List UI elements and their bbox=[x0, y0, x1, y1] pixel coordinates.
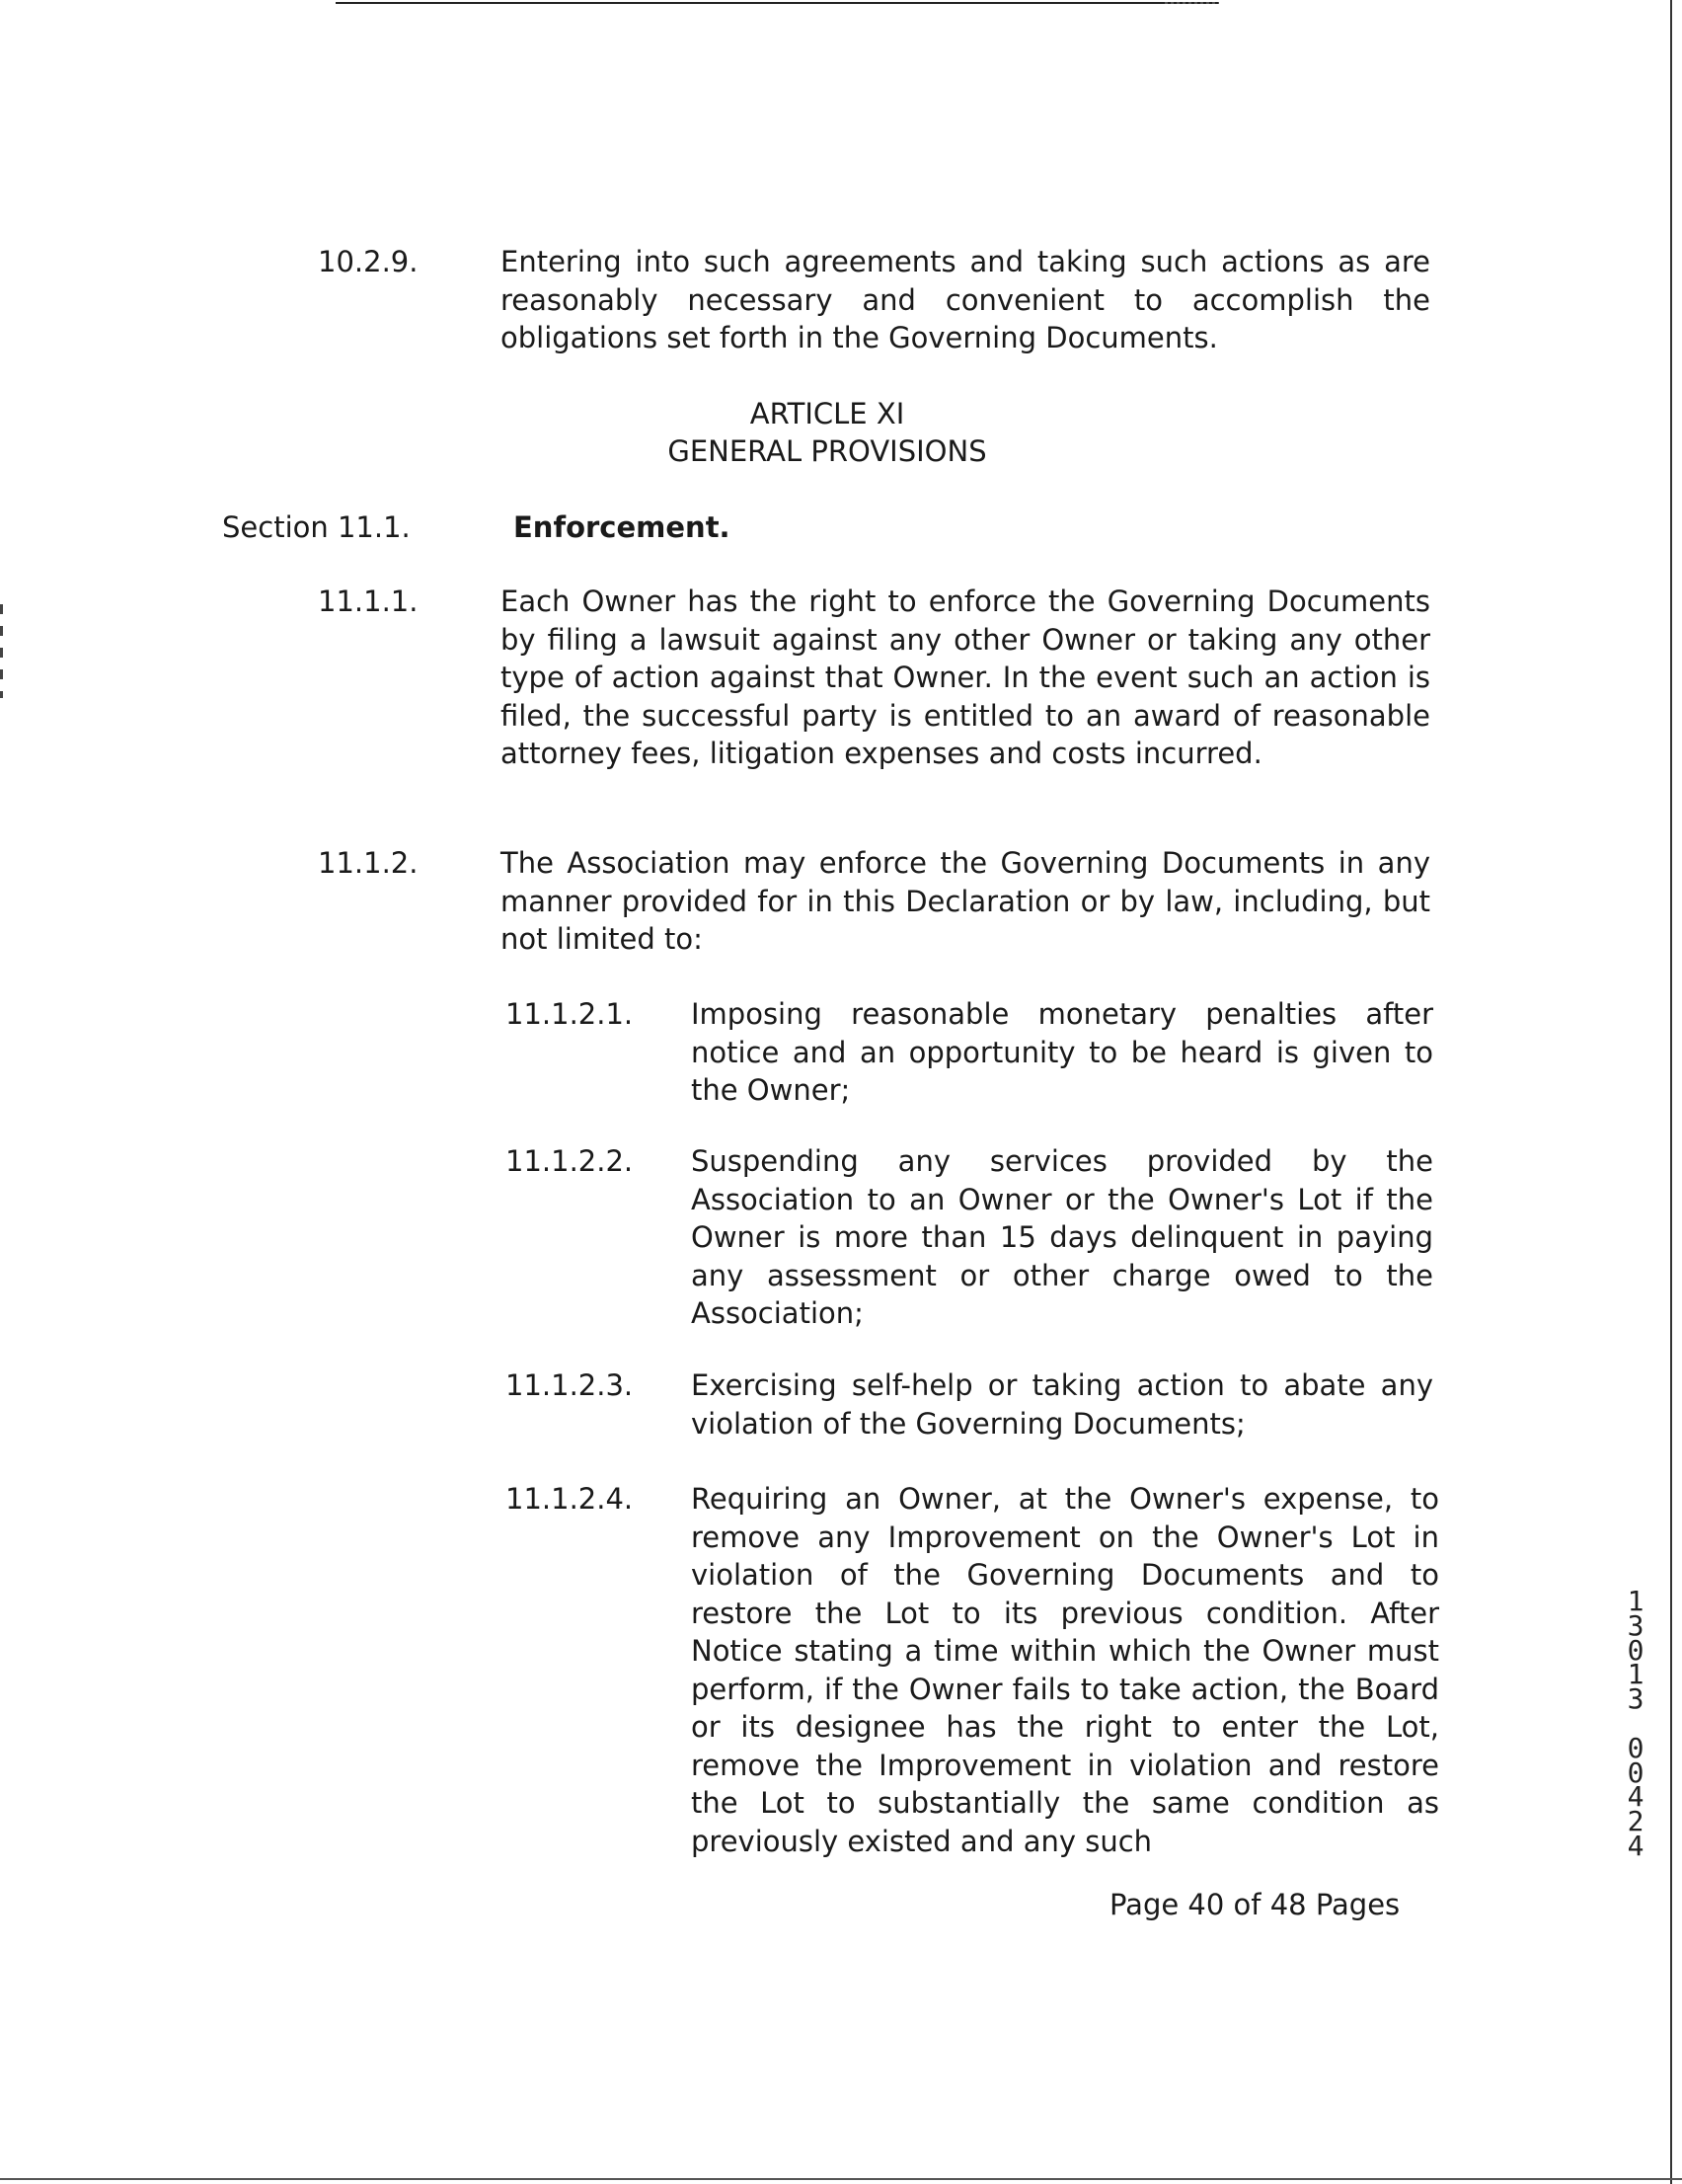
page-number-footer: Page 40 of 48 Pages bbox=[1109, 1888, 1401, 1921]
recording-number-char: 3 bbox=[1627, 1608, 1644, 1642]
item-number-11-1-2-3: 11.1.2.3. bbox=[505, 1368, 634, 1402]
item-text-11-1-2-1: Imposing reasonable monetary penalties after notice and an opportunity to be heard is given to the Owner; bbox=[691, 997, 1433, 1107]
item-number-11-1-2-1: 11.1.2.1. bbox=[505, 997, 634, 1031]
scan-bottom-rule bbox=[0, 2178, 1682, 2180]
scan-top-rule-tail bbox=[1165, 2, 1219, 4]
recording-number-char: 2 bbox=[1627, 1805, 1644, 1838]
item-text-11-1-2-4: Requiring an Owner, at the Owner's expense, to remove any Improvement on the Owner's Lot in violation of the Governing Documents and to restore the Lot to its previous condition. After Notice stating a time within which the Owner must perform, if the Owner fails to take action, the Board or its designee has the right to enter the Lot, remove the Improvement in violation and restore the Lot to substantially the same condition as previously existed and any such bbox=[691, 1482, 1439, 1858]
recording-number-char: 4 bbox=[1627, 1829, 1644, 1862]
recording-number-stamp bbox=[1619, 1585, 1652, 1862]
item-text-11-1-2-2: Suspending any services provided by the Association to an Owner or the Owner's Lot if the Owner is more than 15 days delinquent in paying any assessment or other charge owed to the Association; bbox=[691, 1144, 1433, 1330]
item-text-11-1-2: The Association may enforce the Governing Documents in any manner provided for in this Declaration or by law, including, but not limited to: bbox=[500, 846, 1430, 956]
item-number-11-1-2-2: 11.1.2.2. bbox=[505, 1144, 634, 1178]
article-title: ARTICLE XI bbox=[749, 397, 905, 430]
section-number-11-1: Section 11.1. bbox=[222, 510, 411, 544]
scan-right-edge bbox=[1670, 0, 1672, 2184]
item-number-10-2-9: 10.2.9. bbox=[318, 245, 419, 278]
item-text-11-1-2-3: Exercising self-help or taking action to abate any violation of the Governing Documents; bbox=[691, 1368, 1433, 1441]
scan-left-ticks bbox=[0, 604, 3, 698]
article-subtitle: GENERAL PROVISIONS bbox=[667, 434, 987, 468]
item-text-11-1-1: Each Owner has the right to enforce the Governing Documents by filing a lawsuit against any other Owner or taking any other type of action against that Owner. In the event such an action is filed, the successful party is entitled to an award of reasonable attorney fees, litigation expenses and costs incurred. bbox=[500, 585, 1430, 770]
scan-top-rule bbox=[336, 2, 1219, 4]
recording-number-char: 0 bbox=[1627, 1633, 1644, 1667]
recording-number-char: 3 bbox=[1627, 1682, 1644, 1716]
recording-number-char: 0 bbox=[1627, 1731, 1644, 1764]
item-number-11-1-1: 11.1.1. bbox=[318, 585, 419, 618]
item-text-10-2-9: Entering into such agreements and taking such actions as are reasonably necessary and convenient to accomplish the obligations set forth in the Governing Documents. bbox=[500, 245, 1430, 354]
section-heading-enforcement: Enforcement. bbox=[513, 510, 730, 544]
recording-number-char: 4 bbox=[1627, 1780, 1644, 1814]
item-number-11-1-2-4: 11.1.2.4. bbox=[505, 1482, 634, 1516]
recording-number-char: 1 bbox=[1627, 1658, 1644, 1691]
item-number-11-1-2: 11.1.2. bbox=[318, 846, 419, 880]
recording-number-char: 1 bbox=[1627, 1585, 1644, 1617]
recording-number-char: 0 bbox=[1627, 1755, 1644, 1789]
